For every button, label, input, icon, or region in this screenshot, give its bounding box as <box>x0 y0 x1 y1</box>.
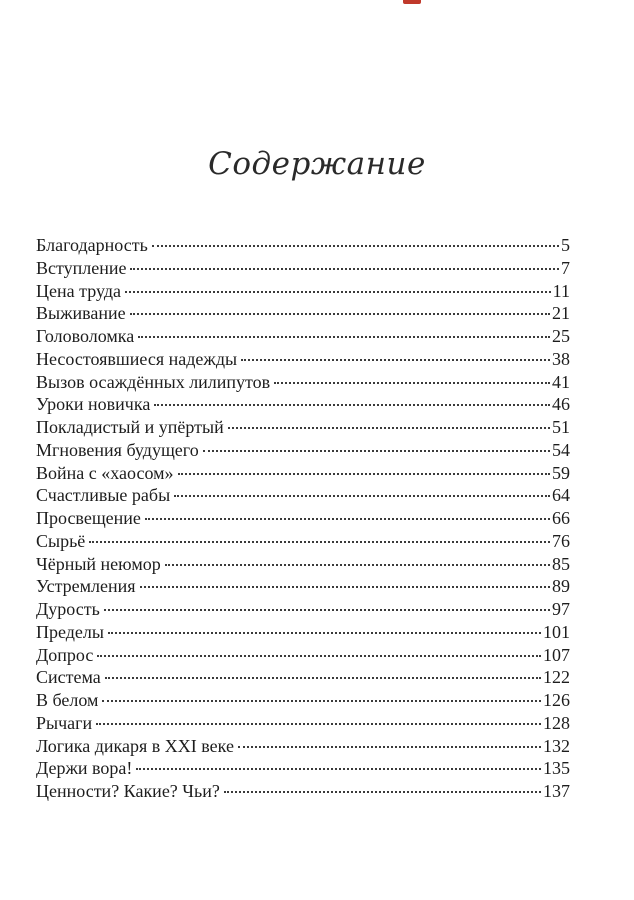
toc-entry <box>36 348 570 371</box>
dot-leader <box>165 564 550 566</box>
toc-entry <box>36 757 570 780</box>
toc-entry <box>36 325 570 348</box>
toc-entry-page-number: 64 <box>552 485 570 506</box>
toc-entry <box>36 371 570 394</box>
toc-entry-title: В белом <box>36 690 99 710</box>
dot-leader <box>203 450 550 452</box>
dot-leader <box>241 359 550 361</box>
toc-entry <box>36 598 570 621</box>
toc-entry-page-number: 5 <box>561 235 570 255</box>
toc-entry-title: Пределы <box>36 621 104 642</box>
dot-leader <box>130 313 550 315</box>
toc-entry <box>36 302 570 325</box>
dot-leader <box>224 791 541 793</box>
toc-entry-title: Чёрный неюмор <box>36 553 161 574</box>
toc-entry-page-number: 89 <box>552 576 570 597</box>
dot-leader <box>102 700 541 702</box>
toc-entry-title: Несостоявшиеся надежды <box>36 348 238 369</box>
toc-entry <box>36 644 570 667</box>
toc-entry-title: Мгновения будущего <box>36 439 199 460</box>
toc-entry <box>36 712 570 735</box>
toc-entry-page-number: 66 <box>552 508 570 528</box>
dot-leader <box>138 336 550 338</box>
toc-entry-page-number: 107 <box>543 644 570 665</box>
toc-entry-title: Допрос <box>36 644 94 665</box>
toc-entry <box>36 462 570 485</box>
toc-entry-title: Благодарность <box>36 235 148 255</box>
toc-entry-title: Уроки новичка <box>36 394 151 415</box>
toc-entry-title: Система <box>36 667 101 688</box>
toc-entry <box>36 735 570 758</box>
toc-entry <box>36 416 570 439</box>
toc-entry-page-number: 85 <box>552 553 570 574</box>
dot-leader <box>174 495 550 497</box>
table-of-contents <box>36 234 570 803</box>
toc-entry-title: Устремления <box>36 576 136 597</box>
dot-leader <box>140 586 550 588</box>
toc-entry-title: Головоломка <box>36 326 135 346</box>
toc-entry-title: Просвещение <box>36 508 141 528</box>
dot-leader <box>97 655 541 657</box>
toc-entry-page-number: 76 <box>552 530 570 551</box>
dot-leader <box>105 677 541 679</box>
toc-entry <box>36 689 570 712</box>
toc-entry <box>36 666 570 689</box>
toc-entry <box>36 507 570 530</box>
dot-leader <box>89 541 550 543</box>
toc-entry-title: Выживание <box>36 303 126 324</box>
toc-entry <box>36 530 570 553</box>
toc-entry <box>36 780 570 803</box>
toc-entry-page-number: 97 <box>552 599 570 619</box>
toc-entry-title: Рычаги <box>36 712 93 733</box>
toc-entry-title: Покладистый и упёртый <box>36 417 224 437</box>
toc-entry-page-number: 132 <box>543 735 570 756</box>
toc-entry-title: Вызов осаждённых лилипутов <box>36 371 271 392</box>
dot-leader <box>145 518 550 520</box>
dot-leader <box>96 723 541 725</box>
toc-entry-title: Счастливые рабы <box>36 485 171 506</box>
dot-leader <box>238 746 541 748</box>
toc-entry-page-number: 137 <box>543 781 570 801</box>
toc-entry-page-number: 101 <box>543 621 570 642</box>
toc-entry-title: Цена труда <box>36 280 121 301</box>
toc-entry <box>36 484 570 507</box>
page-title: Содержание <box>208 146 426 182</box>
toc-entry-page-number: 11 <box>552 280 570 301</box>
dot-leader <box>136 768 541 770</box>
toc-entry-page-number: 38 <box>552 348 570 369</box>
toc-entry-title: Ценности? Какие? Чьи? <box>36 781 220 801</box>
dot-leader <box>274 382 550 384</box>
top-edge-mark <box>403 0 421 4</box>
toc-entry-page-number: 126 <box>543 690 570 710</box>
toc-entry <box>36 280 570 303</box>
toc-entry <box>36 553 570 576</box>
toc-entry-title: Вступление <box>36 257 127 278</box>
toc-entry-page-number: 7 <box>561 257 570 278</box>
toc-entry-title: Логика дикаря в XXI веке <box>36 735 234 756</box>
toc-entry-page-number: 46 <box>552 394 570 415</box>
dot-leader <box>104 609 550 611</box>
toc-entry <box>36 439 570 462</box>
toc-entry-title: Сырьё <box>36 530 86 551</box>
toc-entry-title: Держи вора! <box>36 758 133 779</box>
dot-leader <box>154 404 550 406</box>
toc-entry-page-number: 41 <box>552 371 570 392</box>
dot-leader <box>152 245 559 247</box>
toc-entry-page-number: 128 <box>543 712 570 733</box>
toc-entry-title: Война с «хаосом» <box>36 462 174 483</box>
toc-entry <box>36 234 570 257</box>
toc-entry-page-number: 59 <box>552 462 570 483</box>
toc-entry-page-number: 122 <box>543 667 570 688</box>
toc-entry <box>36 257 570 280</box>
toc-entry-title: Дурость <box>36 599 100 619</box>
dot-leader <box>125 291 551 293</box>
toc-entry-page-number: 51 <box>552 417 570 437</box>
toc-entry <box>36 575 570 598</box>
dot-leader <box>178 473 551 475</box>
dot-leader <box>108 632 541 634</box>
toc-entry <box>36 621 570 644</box>
toc-entry-page-number: 54 <box>552 439 570 460</box>
toc-entry-page-number: 135 <box>543 758 570 779</box>
toc-entry-page-number: 25 <box>552 326 570 346</box>
toc-entry-page-number: 21 <box>552 303 570 324</box>
dot-leader <box>228 427 550 429</box>
toc-entry <box>36 393 570 416</box>
dot-leader <box>130 268 559 270</box>
